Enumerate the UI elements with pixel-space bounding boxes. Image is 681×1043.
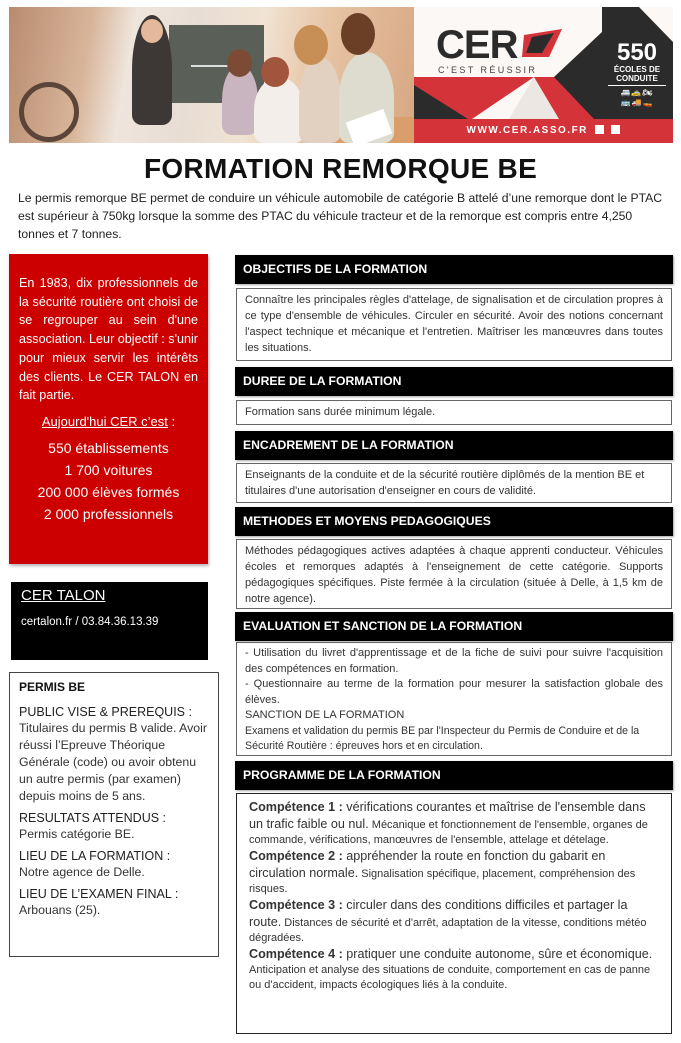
badge-divider xyxy=(608,85,666,86)
website-bar xyxy=(414,119,673,143)
competence-detail: Anticipation et analyse des situations de conduite, comportement en cas de panne ou d'accident, impacts écologiques liés à la conduite. xyxy=(249,964,651,991)
instructor-head xyxy=(141,19,163,43)
section-heading-methodes: METHODES ET MOYENS PEDAGOGIQUES xyxy=(235,507,673,536)
evaluation-line: - Utilisation du livret d'apprentissage et de la fiche de suivi pour suivre l'acquisition des compétences en formation. xyxy=(245,647,663,675)
permis-title: PERMIS BE xyxy=(19,680,86,694)
stat-item: 550 établissements xyxy=(48,439,169,456)
stat-item: 2 000 professionnels xyxy=(43,505,174,522)
student-figure xyxy=(299,57,341,143)
student-head xyxy=(227,49,252,77)
student-head xyxy=(341,13,375,55)
competence-item xyxy=(249,897,659,946)
cer-logo-panel xyxy=(414,7,673,143)
permis-label: LIEU DE LA FORMATION : xyxy=(19,849,171,863)
today-heading xyxy=(19,414,198,429)
permis-value: Notre agence de Delle. xyxy=(19,865,145,879)
cer-logo-text: CER xyxy=(436,23,518,67)
competence-title: vérifications courantes et maîtrise de l'ensemble dans un trafic faible ou nul. xyxy=(249,800,646,831)
section-heading-duree: DUREE DE LA FORMATION xyxy=(235,367,673,396)
competence-detail: Mécanique et fonctionnement de l'ensemble, organes de commande, vérifications, manœuvres de l'ensemble, attelage et dételage. xyxy=(249,819,648,846)
stat-item: 200 000 élèves formés xyxy=(37,483,180,500)
badge-line2: CONDUITE xyxy=(616,74,658,83)
page-title: FORMATION REMORQUE BE xyxy=(143,153,538,184)
student-head xyxy=(261,57,289,87)
permis-value: Arbouans (25). xyxy=(19,903,101,917)
competence-detail: Signalisation spécifique, placement, compréhension des risques. xyxy=(249,868,636,895)
evaluation-line: - Questionnaire au terme de la formation pour mesurer la satisfaction globale des élèves. xyxy=(245,678,663,706)
competence-item xyxy=(249,946,659,993)
competence-title: pratiquer une conduite autonome, sûre et économique. xyxy=(342,947,653,961)
steering-wheel-graphic xyxy=(19,82,79,142)
competence-label: Compétence 3 : xyxy=(249,898,343,912)
instagram-icon[interactable] xyxy=(611,125,620,134)
competence-item xyxy=(249,799,659,848)
website-link[interactable]: WWW.CER.ASSO.FR xyxy=(466,125,588,136)
permis-label: RESULTATS ATTENDUS : xyxy=(19,811,167,825)
section-body-objectifs: Connaître les principales règles d'attelage, de signalisation et de circulation propres à ce type d'ensemble de véhicules. Circuler en sécurité. Avoir des notions concernant l'aspect technique et mécanique et l'entretien. Maîtriser les manœuvres dans toutes les situations. xyxy=(236,288,672,361)
classroom-photo xyxy=(9,7,414,143)
schools-badge xyxy=(604,41,670,108)
competence-item xyxy=(249,848,659,897)
intro-paragraph: Le permis remorque BE permet de conduire un véhicule automobile de catégorie B attelé d’une remorque dont le PTAC est supérieur à 750kg lorsque la somme des PTAC du véhicule tracteur et de la remorque est compris entre 4,250 tonnes et 7 tonnes. xyxy=(18,191,663,241)
permis-label: PUBLIC VISE & PREREQUIS : xyxy=(19,705,192,719)
vehicles-icon: 🚐🚕🏍 xyxy=(620,88,654,97)
stat-item: 1 700 voitures xyxy=(64,461,153,478)
section-body-evaluation xyxy=(236,642,672,756)
section-body-duree: Formation sans durée minimum légale. xyxy=(236,400,672,425)
badge-number: 550 xyxy=(616,39,658,66)
cer-history-box xyxy=(9,254,208,564)
section-body-programme xyxy=(236,793,672,1034)
competence-label: Compétence 4 : xyxy=(249,947,343,961)
permis-info-box xyxy=(9,672,219,957)
section-heading-evaluation: EVALUATION ET SANCTION DE LA FORMATION xyxy=(235,612,673,641)
competence-title: appréhender la route en fonction du gabarit en circulation normale. xyxy=(249,849,606,880)
contact-box xyxy=(11,582,208,660)
badge-line1: ÉCOLES DE xyxy=(613,65,661,74)
vehicles-icon: 🚌🚚🚤 xyxy=(620,98,654,107)
header-banner xyxy=(9,7,673,143)
today-label: Aujourd'hui CER c’est xyxy=(41,413,168,429)
agency-name: CER TALON xyxy=(21,587,106,604)
history-text: En 1983, dix professionnels de la sécurité routière ont choisi de se regrouper au sein d'une association. Leur objectif : s'unir pour mieux servir les intérêts des clients. Le CER TALON en fait partie. xyxy=(19,276,198,403)
sanction-label: SANCTION DE LA FORMATION xyxy=(245,709,405,721)
permis-value: Permis catégorie BE. xyxy=(19,827,135,841)
competence-title: circuler dans des conditions difficiles et partager la route. xyxy=(249,898,628,929)
section-body-encadrement: Enseignants de la conduite et de la sécurité routière diplômés de la mention BE et titulaires d'une autorisation d'enseigner en cours de validité. xyxy=(236,463,672,503)
student-figure xyxy=(254,77,304,143)
today-suffix: : xyxy=(167,413,176,429)
permis-value: Titulaires du permis B valide. Avoir réussi l’Epreuve Théorique Générale (code) ou avoir obtenu un autre permis (par examen) depuis moins de 5 ans. xyxy=(19,721,207,803)
stats-list xyxy=(19,437,198,525)
section-body-methodes: Méthodes pédagogiques actives adaptées à chaque apprenti conducteur. Véhicules écoles et remorques adaptés à l'enseignement de cette catégorie. Supports pédagogiques spécifiques. Piste fermée à la circulation (située à Delle, à 1,5 km de notre agence). xyxy=(236,539,672,609)
competence-label: Compétence 1 : xyxy=(249,800,343,814)
facebook-icon[interactable] xyxy=(595,125,604,134)
cer-tagline: C'EST RÉUSSIR xyxy=(438,65,538,75)
section-heading-encadrement: ENCADREMENT DE LA FORMATION xyxy=(235,431,673,460)
competence-detail: Distances de sécurité et d'arrêt, adaptation de la vitesse, conditions météo dégradées. xyxy=(249,917,647,944)
permis-label: LIEU DE L’EXAMEN FINAL : xyxy=(19,887,179,901)
student-head xyxy=(294,25,328,65)
agency-contact[interactable]: certalon.fr / 03.84.36.13.39 xyxy=(21,616,159,628)
section-heading-objectifs: OBJECTIFS DE LA FORMATION xyxy=(235,255,673,284)
sanction-text: Examens et validation du permis BE par l'Inspecteur du Permis de Conduire et de la Sécurité Routière : épreuves hors et en circulation. xyxy=(245,724,640,752)
competence-label: Compétence 2 : xyxy=(249,849,343,863)
section-heading-programme: PROGRAMME DE LA FORMATION xyxy=(235,761,673,790)
